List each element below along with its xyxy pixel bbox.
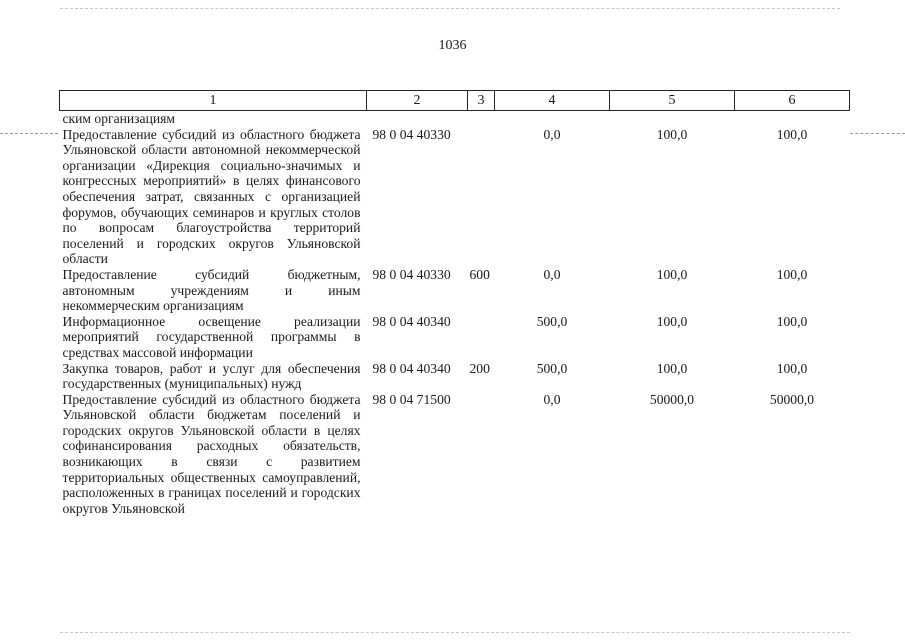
row-vr	[468, 127, 495, 267]
row-code: 98 0 04 40330	[372, 126, 451, 142]
row-code: 98 0 04 71500	[372, 391, 451, 407]
row-vr	[468, 314, 495, 361]
row-value-6: 100,0	[776, 126, 808, 142]
row-value-6: 100,0	[776, 313, 808, 329]
header-col-6: 6	[735, 91, 850, 111]
row-value-6: 50000,0	[769, 391, 815, 407]
continuation-row	[60, 111, 850, 127]
row-description: Информационное освещение реализации мероприятий государственной программы в средствах массовой информации	[62, 313, 361, 360]
page-number: 1036	[438, 38, 467, 53]
row-value-5: 100,0	[656, 126, 688, 142]
row-code: 98 0 04 40330	[372, 266, 451, 282]
continuation-text: ским организациям	[62, 111, 175, 126]
row-value-4: 500,0	[536, 313, 568, 329]
scan-artifact	[60, 632, 850, 633]
row-value-5: 50000,0	[649, 391, 695, 407]
row-value-6: 100,0	[776, 360, 808, 376]
header-col-4: 4	[495, 91, 610, 111]
scan-artifact	[60, 8, 840, 9]
row-vr: 600	[469, 266, 490, 282]
header-col-1: 1	[60, 91, 367, 111]
scan-artifact	[850, 133, 905, 134]
row-code: 98 0 04 40340	[372, 360, 451, 376]
table-row	[60, 267, 850, 314]
header-col-2: 2	[367, 91, 468, 111]
row-value-4: 500,0	[536, 360, 568, 376]
table-row	[60, 314, 850, 361]
row-value-6: 100,0	[776, 266, 808, 282]
row-vr	[468, 392, 495, 517]
row-description: Предоставление субсидий бюджетным, автономным учреждениям и иным некоммерческим организациям	[62, 266, 361, 314]
header-col-3: 3	[468, 91, 495, 111]
row-value-4: 0,0	[543, 126, 561, 142]
row-value-5: 100,0	[656, 266, 688, 282]
row-code: 98 0 04 40340	[372, 313, 451, 329]
budget-table	[59, 90, 850, 516]
row-description: Предоставление субсидий из областного бюджета Ульяновской области автономной некоммерческой организации «Дирекция социально-значимых и конгрессных мероприятий» в целях финансового обеспечения затрат, связанных с организацией форумов, обучающих семинаров и круглых столов по вопросам благоустройства территорий поселений и городских округов Ульяновской области	[62, 126, 361, 267]
row-vr: 200	[469, 360, 490, 376]
table-row	[60, 361, 850, 392]
row-value-5: 100,0	[656, 360, 688, 376]
table-row	[60, 392, 850, 517]
row-value-4: 0,0	[543, 266, 561, 282]
row-value-5: 100,0	[656, 313, 688, 329]
header-col-5: 5	[610, 91, 735, 111]
row-description: Закупка товаров, работ и услуг для обеспечения государственных (муниципальных) нужд	[62, 360, 361, 392]
scan-artifact	[0, 133, 58, 134]
row-value-4: 0,0	[543, 391, 561, 407]
row-description: Предоставление субсидий из областного бюджета Ульяновской области бюджетам поселений и городских округов Ульяновской области в целях софинансирования расходных обязательств, возникающих в связи с развитием территориальных общественных самоуправлений, расположенных в границах поселений и городских округов Ульяновской	[62, 391, 361, 516]
table-header	[60, 91, 850, 111]
table-row	[60, 127, 850, 267]
